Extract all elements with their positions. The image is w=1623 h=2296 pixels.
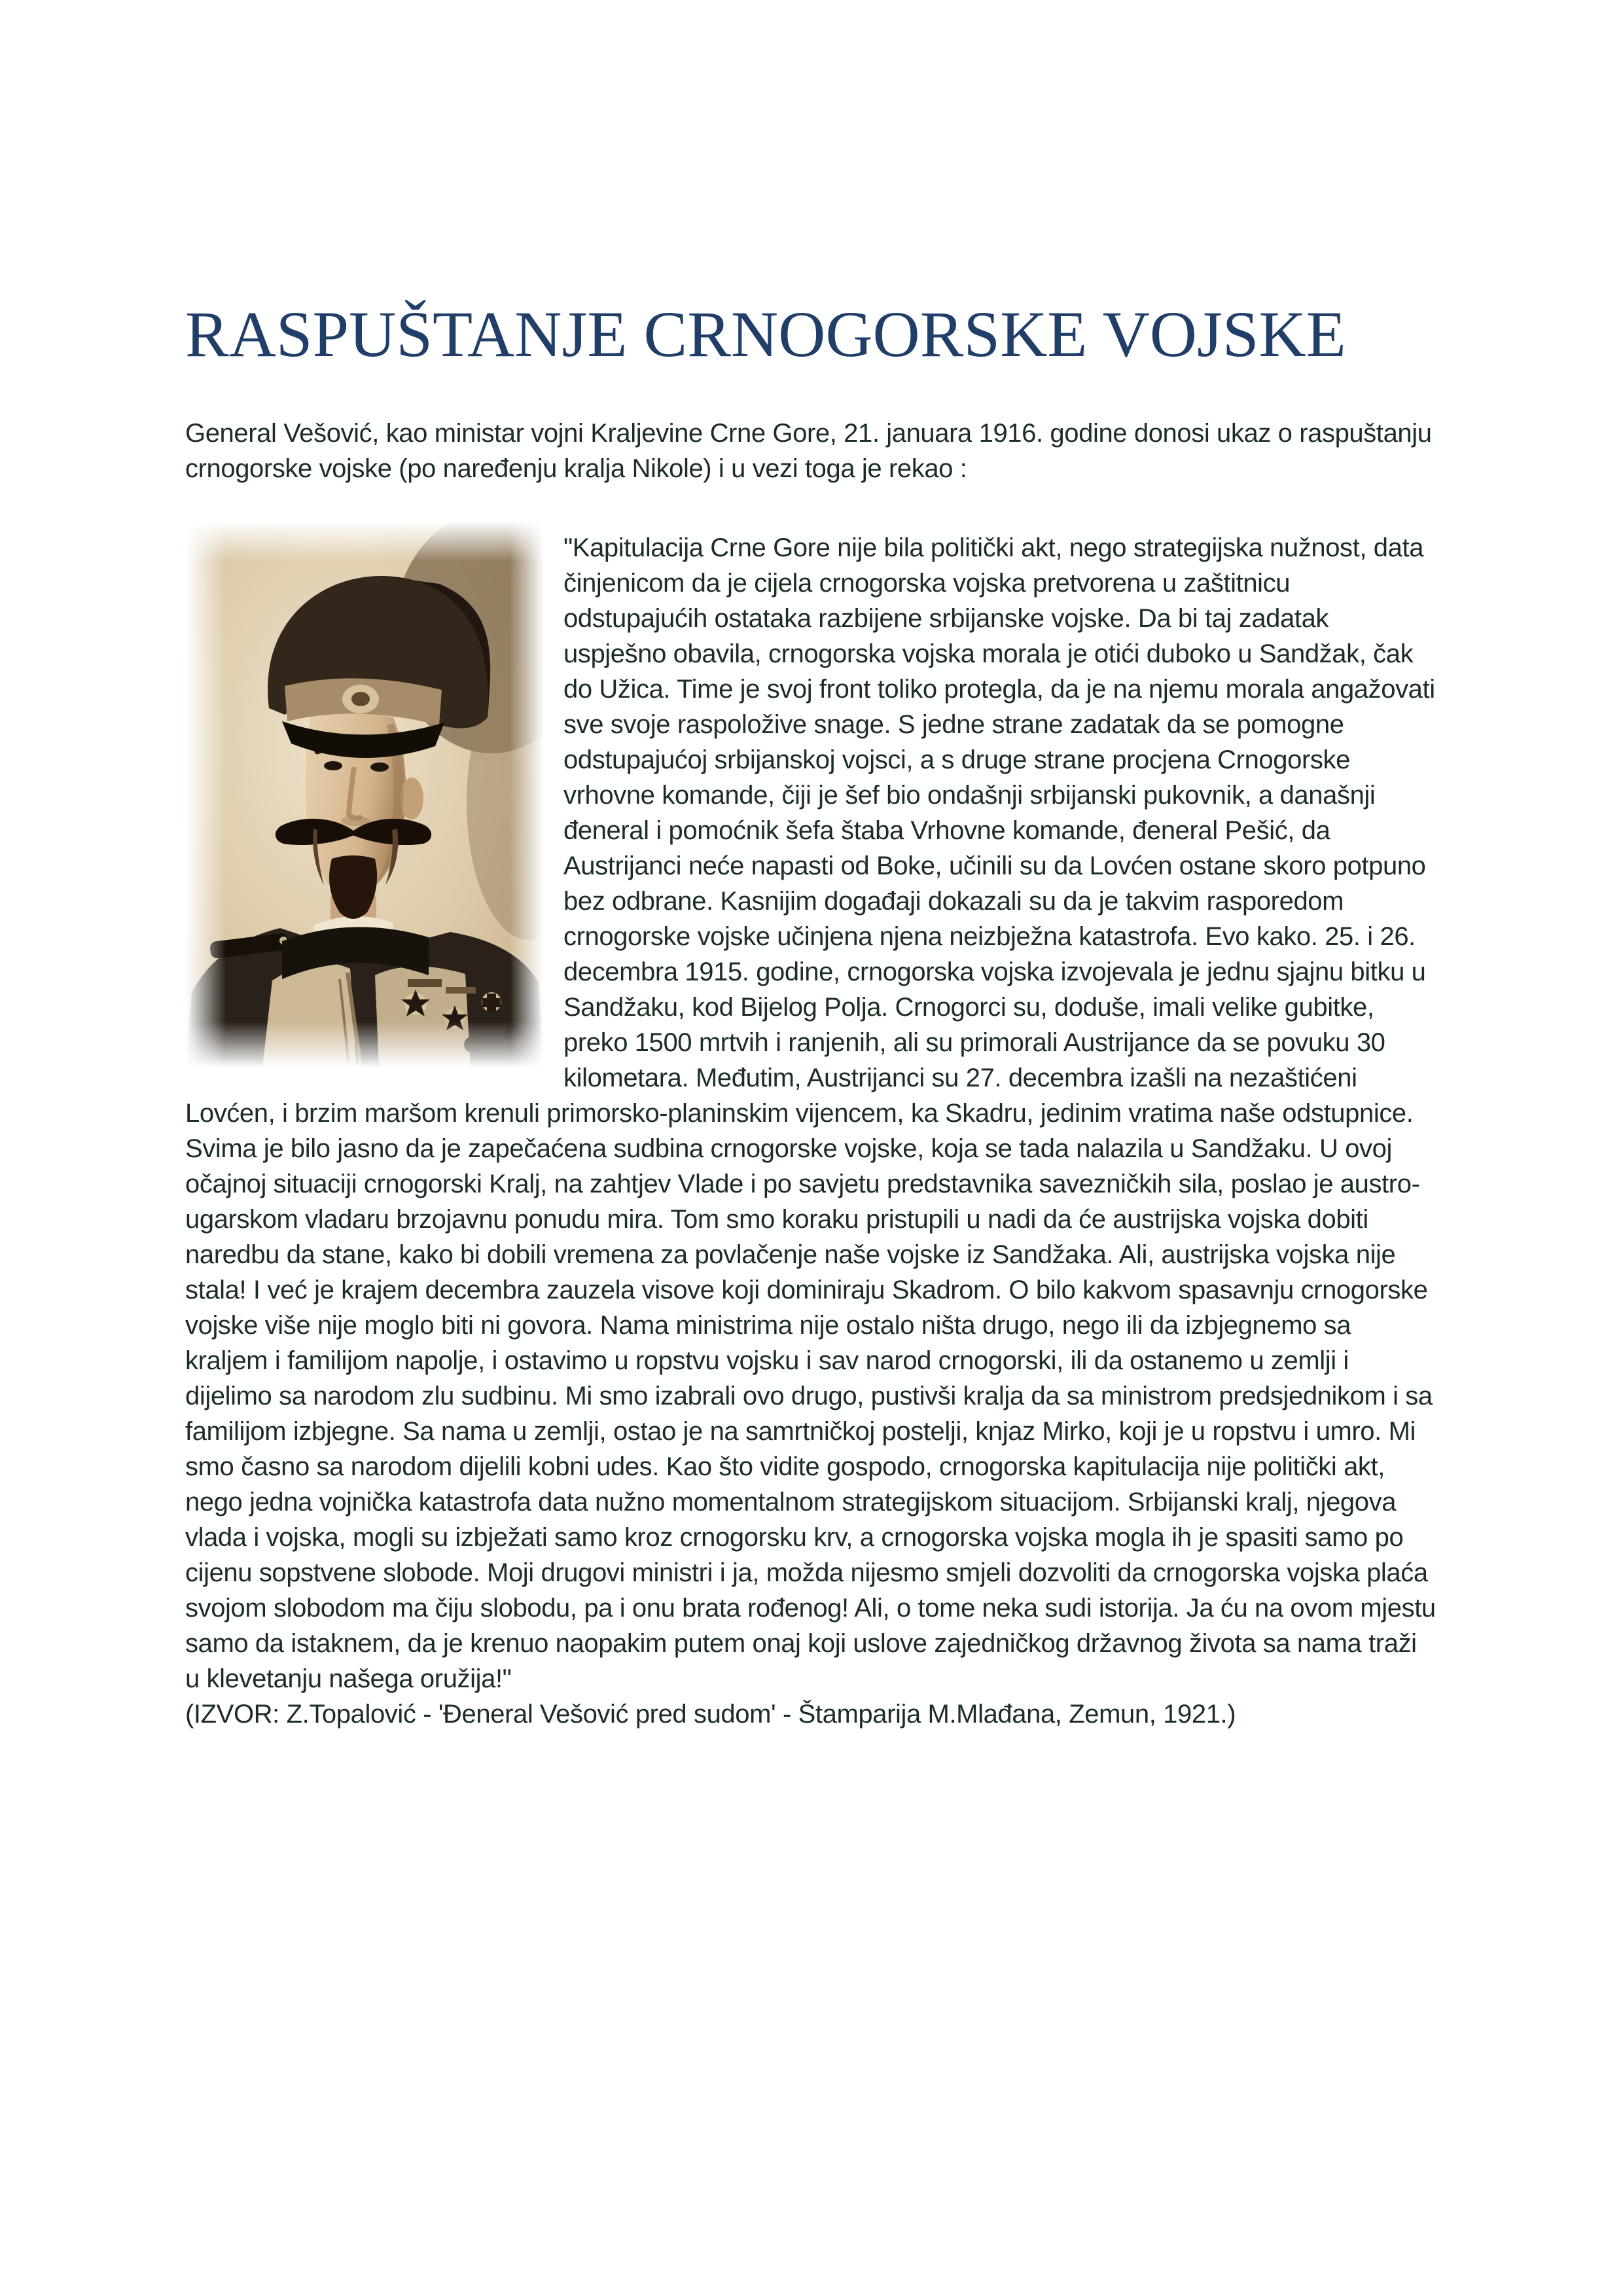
fade-left — [185, 521, 226, 1067]
fade-right — [510, 521, 544, 1067]
portrait-photo-illustration — [185, 521, 544, 1067]
general-vesovic-photo — [185, 521, 544, 1067]
page-title: RASPUŠTANJE CRNOGORSKE VOJSKE — [185, 298, 1346, 370]
left-eye — [324, 761, 342, 770]
fade-bottom — [185, 1022, 544, 1067]
fade-top — [185, 521, 544, 562]
right-eye — [370, 762, 389, 772]
quote-text: "Kapitulacija Crne Gore nije bila politički akt, nego strategijska nužnost, data činjenicom da je cijela crnogorska vojska pretvorena u zaštitnicu odstupajućih ostataka razbijene srbijanske vojske. Da bi taj zadatak uspješno obavila, crnogorska vojska morala je otići duboko u Sandžak, čak do Užica. Time je svoj front toliko protegla, da je na njemu morala angažovati sve svoje raspoložive snage. S jedne strane zadatak da se pomogne odstupajućoj srbijanskoj vojsci, a s druge strane procjena Crnogorske vrhovne komande, čiji je šef bio ondašnji srbijanski pukovnik, a današnji đeneral i pomoćnik šefa štaba Vrhovne komande, đeneral Pešić, da Austrijanci neće napasti od Boke, učinili su da Lovćen ostane skoro potpuno bez odbrane. Kasnijim događaji dokazali su da je takvim rasporedom crnogorske vojske učinjena njena neizbježna katastrofa. Evo kako. 25. i 26. decembra 1915. godine, crnogorska vojska izvojevala je jednu sjajnu bitku u Sandžaku, kod Bijelog Polja. Crnogorci su, doduše, imali velike gubitke, preko 1500 mrtvih i ranjenih, ali su primorali Austrijance da se povuku 30 kilometara. Međutim, Austrijanci su 27. decembra izašli na nezaštićeni Lovćen, i brzim maršom krenuli primorsko-planinskim vijencem, ka Skadru, jedinim vratima naše odstupnice. Svima je bilo jasno da je zapečaćena sudbina crnogorske vojske, koja se tada nalazila u Sandžaku. U ovoj očajnoj situaciji crnogorski Kralj, na zahtjev Vlade i po savjetu predstavnika savezničkih sila, poslao je austro-ugarskom vladaru brzojavnu ponudu mira. Tom smo koraku pristupili u nadi da će austrijska vojska dobiti naredbu da stane, kako bi dobili vremena za povlačenje naše vojske iz Sandžaka. Ali, austrijska vojska nije stala! I već je krajem decembra zauzela visove koji dominiraju Skadrom. O bilo kakvom spasavnju crnogorske vojske više nije moglo biti ni govora. Nama ministrima nije ostalo ništa drugo, nego ili da izbjegnemo sa kraljem i familijom napolje, i ostavimo u ropstvu vojsku i sav narod crnogorski, ili da ostanemo u zemlji i dijelimo sa narodom zlu sudbinu. Mi smo izabrali ovo drugo, pustivši kralja da sa ministrom predsjednikom i sa familijom izbjegne. Sa nama u zemlji, ostao je na samrtničkoj postelji, knjaz Mirko, koji je u ropstvu i umro. Mi smo časno sa narodom dijelili kobni udes. Kao što vidite gospodo, crnogorska kapitulacija nije politički akt, nego jedna vojnička katastrofa data nužno momentalnom strategijskom situacijom. Srbijanski kralj, njegova vlada i vojska, mogli su izbježati samo kroz crnogorsku krv, a crnogorska vojska mogla ih je spasiti samo po cijenu sopstvene slobode. Moji drugovi ministri i ja, možda nijesmo smjeli dozvoliti da crnogorska vojska plaća svojom slobodom ma čiju slobodu, pa i onu brata rođenog! Ali, o tome neka sudi istorija. Ja ću na ovom mjestu samo da istaknem, da je krenuo naopakim putem onaj koji uslove zajedničkog državnog života sa nama traži u klevetanju našega oružija!" — [185, 533, 1436, 1693]
quote-section — [185, 530, 1437, 1732]
ear — [400, 778, 423, 819]
source-citation: (IZVOR: Z.Topalović - 'Đeneral Vešović pred sudom' - Štamparija M.Mlađana, Zemun, 1921.) — [185, 1700, 1236, 1729]
intro-paragraph: General Vešović, kao ministar vojni Kraljevine Crne Gore, 21. januara 1916. godine donosi ukaz o raspuštanju crnogorske vojske (po naređenju kralja Nikole) i u vezi toga je rekao : — [185, 419, 1432, 483]
